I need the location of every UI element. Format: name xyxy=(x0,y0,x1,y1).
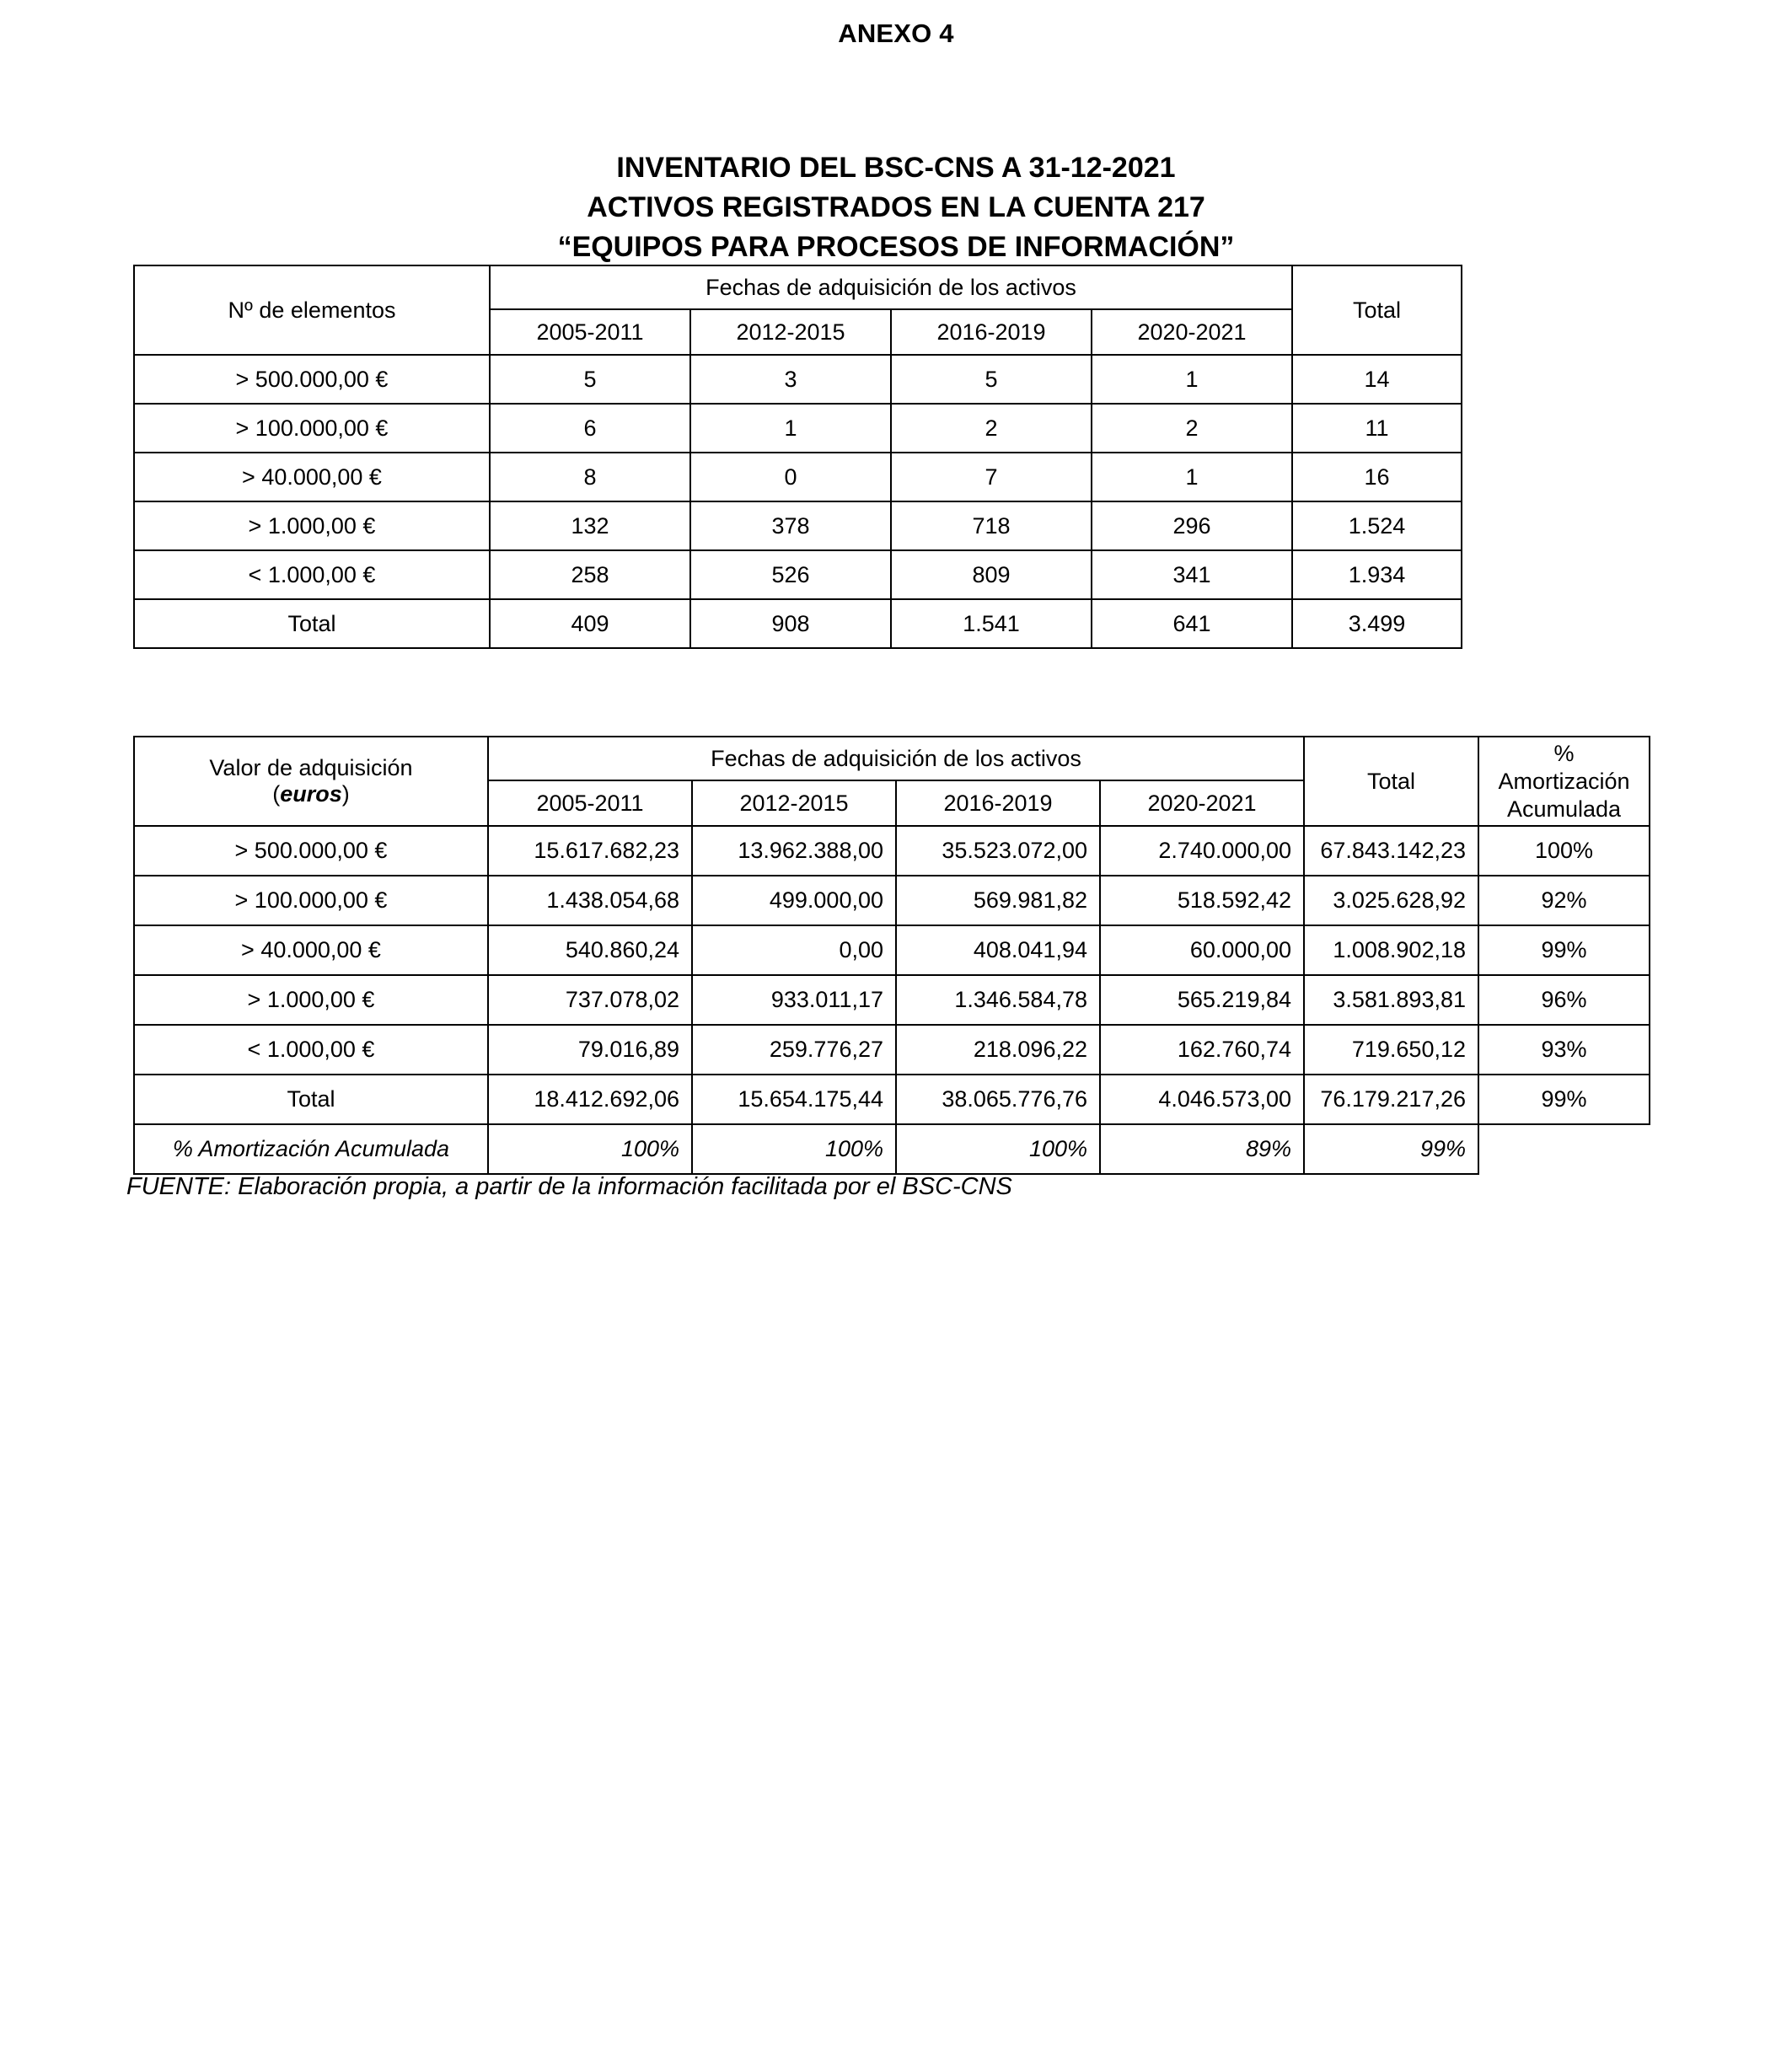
cell-total-value: 641 xyxy=(1092,599,1292,648)
cell-total-value: 4.046.573,00 xyxy=(1100,1075,1304,1124)
cell-value: 258 xyxy=(490,550,690,599)
header-acquisition-dates: Fechas de adquisición de los activos xyxy=(490,265,1292,309)
cell-value: 8 xyxy=(490,453,690,501)
cell-value: 933.011,17 xyxy=(692,975,896,1025)
cell-total: 1.524 xyxy=(1292,501,1462,550)
cell-total: 3.025.628,92 xyxy=(1304,876,1478,925)
header-period-2020-2021: 2020-2021 xyxy=(1100,780,1304,826)
cell-value: 5 xyxy=(490,355,690,404)
cell-value: 1.346.584,78 xyxy=(896,975,1100,1025)
table-amortization-row xyxy=(134,1124,1650,1174)
cell-value: 718 xyxy=(891,501,1092,550)
cell-grand-total: 76.179.217,26 xyxy=(1304,1075,1478,1124)
header-acquisition-value: Valor de adquisición (euros) xyxy=(134,737,488,826)
row-label-amortization: % Amortización Acumulada xyxy=(134,1124,488,1174)
cell-value: 6 xyxy=(490,404,690,453)
row-label: > 1.000,00 € xyxy=(134,975,488,1025)
cell-amortization-pct: 100% xyxy=(692,1124,896,1174)
elements-count-table-wrapper xyxy=(133,265,1462,649)
cell-value: 1 xyxy=(1092,355,1292,404)
row-label-total: Total xyxy=(134,1075,488,1124)
cell-total-amortization: 99% xyxy=(1478,1075,1650,1124)
cell-value: 809 xyxy=(891,550,1092,599)
page-title xyxy=(0,49,1792,267)
row-label: > 500.000,00 € xyxy=(134,355,490,404)
cell-value: 218.096,22 xyxy=(896,1025,1100,1075)
header-total: Total xyxy=(1292,265,1462,355)
cell-value: 540.860,24 xyxy=(488,925,692,975)
row-label-total: Total xyxy=(134,599,490,648)
table-total-row xyxy=(134,599,1462,648)
row-label: > 1.000,00 € xyxy=(134,501,490,550)
row-label: < 1.000,00 € xyxy=(134,550,490,599)
header-period-2005-2011: 2005-2011 xyxy=(490,309,690,355)
row-label: > 40.000,00 € xyxy=(134,925,488,975)
acquisition-value-table xyxy=(133,736,1650,1175)
header-accumulated-amortization xyxy=(1478,737,1650,826)
header-elements-count: Nº de elementos xyxy=(134,265,490,355)
header-acquisition-value-label: Valor de adquisición xyxy=(209,755,413,780)
cell-value: 1.438.054,68 xyxy=(488,876,692,925)
cell-value: 737.078,02 xyxy=(488,975,692,1025)
cell-value: 499.000,00 xyxy=(692,876,896,925)
cell-value: 2.740.000,00 xyxy=(1100,826,1304,876)
cell-value: 569.981,82 xyxy=(896,876,1100,925)
cell-total-value: 38.065.776,76 xyxy=(896,1075,1100,1124)
table-row xyxy=(134,355,1462,404)
row-label: > 100.000,00 € xyxy=(134,404,490,453)
table-row xyxy=(134,1025,1650,1075)
cell-total: 1.934 xyxy=(1292,550,1462,599)
cell-value: 60.000,00 xyxy=(1100,925,1304,975)
cell-value: 79.016,89 xyxy=(488,1025,692,1075)
cell-value: 0 xyxy=(690,453,891,501)
row-label: < 1.000,00 € xyxy=(134,1025,488,1075)
table-header-row-top xyxy=(134,265,1462,309)
table-row xyxy=(134,501,1462,550)
cell-total-value: 409 xyxy=(490,599,690,648)
header-period-2016-2019: 2016-2019 xyxy=(896,780,1100,826)
table-row xyxy=(134,925,1650,975)
annex-label: ANEXO 4 xyxy=(838,19,954,48)
cell-value: 2 xyxy=(891,404,1092,453)
page-title-line-2: ACTIVOS REGISTRADOS EN LA CUENTA 217 xyxy=(587,191,1205,223)
cell-total: 11 xyxy=(1292,404,1462,453)
cell-value: 2 xyxy=(1092,404,1292,453)
cell-value: 132 xyxy=(490,501,690,550)
cell-total: 719.650,12 xyxy=(1304,1025,1478,1075)
cell-empty xyxy=(1478,1124,1650,1174)
row-label: > 100.000,00 € xyxy=(134,876,488,925)
table-row xyxy=(134,550,1462,599)
row-label: > 40.000,00 € xyxy=(134,453,490,501)
header-period-2012-2015: 2012-2015 xyxy=(690,309,891,355)
cell-value: 518.592,42 xyxy=(1100,876,1304,925)
cell-value: 15.617.682,23 xyxy=(488,826,692,876)
page-title-line-1: INVENTARIO DEL BSC-CNS A 31-12-2021 xyxy=(616,152,1176,184)
table-row xyxy=(134,453,1462,501)
header-total: Total xyxy=(1304,737,1478,826)
page-title-line-3: “EQUIPOS PARA PROCESOS DE INFORMACIÓN” xyxy=(557,231,1235,263)
cell-value: 296 xyxy=(1092,501,1292,550)
cell-amortization: 92% xyxy=(1478,876,1650,925)
cell-amortization: 93% xyxy=(1478,1025,1650,1075)
table-total-row xyxy=(134,1075,1650,1124)
cell-grand-total: 3.499 xyxy=(1292,599,1462,648)
cell-total: 1.008.902,18 xyxy=(1304,925,1478,975)
header-acquisition-value-units: euros xyxy=(280,781,342,807)
cell-total-value: 908 xyxy=(690,599,891,648)
cell-value: 5 xyxy=(891,355,1092,404)
table-row xyxy=(134,404,1462,453)
cell-value: 0,00 xyxy=(692,925,896,975)
acquisition-value-table-wrapper xyxy=(133,736,1650,1175)
cell-value: 162.760,74 xyxy=(1100,1025,1304,1075)
header-period-2005-2011: 2005-2011 xyxy=(488,780,692,826)
cell-value: 3 xyxy=(690,355,891,404)
cell-value: 13.962.388,00 xyxy=(692,826,896,876)
cell-total-value: 18.412.692,06 xyxy=(488,1075,692,1124)
cell-amortization-pct: 100% xyxy=(896,1124,1100,1174)
table-row xyxy=(134,826,1650,876)
cell-value: 7 xyxy=(891,453,1092,501)
header-acquisition-dates: Fechas de adquisición de los activos xyxy=(488,737,1304,780)
cell-total: 67.843.142,23 xyxy=(1304,826,1478,876)
cell-value: 526 xyxy=(690,550,891,599)
table-row xyxy=(134,975,1650,1025)
elements-count-table xyxy=(133,265,1462,649)
header-amort-line-3: Acumulada xyxy=(1506,796,1622,822)
cell-value: 341 xyxy=(1092,550,1292,599)
cell-amortization-pct: 100% xyxy=(488,1124,692,1174)
cell-total-value: 1.541 xyxy=(891,599,1092,648)
cell-total: 14 xyxy=(1292,355,1462,404)
cell-value: 1 xyxy=(690,404,891,453)
cell-amortization: 99% xyxy=(1478,925,1650,975)
header-period-2012-2015: 2012-2015 xyxy=(692,780,896,826)
row-label: > 500.000,00 € xyxy=(134,826,488,876)
header-amort-line-1: % xyxy=(1553,740,1575,766)
cell-value: 259.776,27 xyxy=(692,1025,896,1075)
cell-value: 408.041,94 xyxy=(896,925,1100,975)
source-note: FUENTE: Elaboración propia, a partir de la información facilitada por el BSC-CNS xyxy=(126,1173,1012,1200)
cell-amortization-total: 99% xyxy=(1304,1124,1478,1174)
header-period-2020-2021: 2020-2021 xyxy=(1092,309,1292,355)
cell-total-value: 15.654.175,44 xyxy=(692,1075,896,1124)
cell-value: 565.219,84 xyxy=(1100,975,1304,1025)
cell-amortization: 96% xyxy=(1478,975,1650,1025)
cell-total: 16 xyxy=(1292,453,1462,501)
cell-total: 3.581.893,81 xyxy=(1304,975,1478,1025)
cell-amortization: 100% xyxy=(1478,826,1650,876)
cell-value: 1 xyxy=(1092,453,1292,501)
table-row xyxy=(134,876,1650,925)
cell-amortization-pct: 89% xyxy=(1100,1124,1304,1174)
header-period-2016-2019: 2016-2019 xyxy=(891,309,1092,355)
table-header-row-top xyxy=(134,737,1650,780)
cell-value: 378 xyxy=(690,501,891,550)
header-amort-line-2: Amortización xyxy=(1498,768,1630,794)
cell-value: 35.523.072,00 xyxy=(896,826,1100,876)
